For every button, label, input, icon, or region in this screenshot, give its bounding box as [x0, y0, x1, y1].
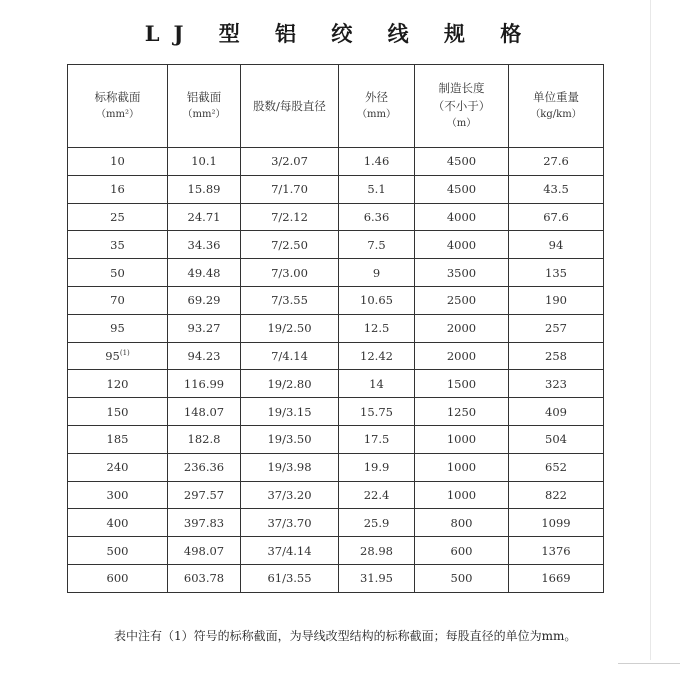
cell-weight-value: 257 [545, 321, 567, 336]
cell-weight [509, 286, 604, 314]
cell-al-section [168, 148, 241, 176]
cell-length [415, 342, 509, 370]
cell-nominal-value: 500 [106, 543, 129, 558]
cell-outer-diameter-value: 1.46 [363, 154, 390, 169]
cell-length [415, 425, 509, 453]
cell-strands-value: 37/4.14 [267, 543, 312, 558]
cell-al-section-value: 24.71 [187, 209, 221, 224]
table-row [68, 342, 604, 370]
cell-outer-diameter-value: 9 [372, 265, 381, 280]
cell-weight-value: 409 [545, 404, 567, 419]
cell-length [415, 370, 509, 398]
table-row [68, 231, 604, 259]
cell-weight-value: 258 [545, 348, 567, 363]
cell-weight-value: 323 [545, 376, 567, 391]
cell-strands-value: 7/2.50 [271, 237, 308, 252]
cell-outer-diameter [339, 564, 415, 592]
cell-nominal [68, 564, 168, 592]
cell-nominal-value: 95 [105, 348, 120, 363]
cell-weight [509, 370, 604, 398]
cell-length [415, 286, 509, 314]
cell-al-section [168, 453, 241, 481]
cell-length [415, 148, 509, 176]
cell-length [415, 398, 509, 426]
cell-nominal [68, 370, 168, 398]
cell-outer-diameter-value: 12.42 [360, 348, 393, 363]
cell-strands-value: 19/3.98 [267, 460, 312, 475]
cell-nominal [68, 425, 168, 453]
table-row [68, 425, 604, 453]
cell-al-section-value: 49.48 [187, 265, 221, 280]
cell-al-section-value: 116.99 [183, 376, 225, 391]
table-row [68, 453, 604, 481]
table-row [68, 314, 604, 342]
cell-length-value: 600 [450, 543, 473, 558]
page-corner-line [618, 663, 680, 664]
cell-weight [509, 453, 604, 481]
cell-weight [509, 509, 604, 537]
cell-outer-diameter [339, 342, 415, 370]
cell-outer-diameter-value: 17.5 [363, 432, 390, 447]
cell-strands-value: 19/2.50 [267, 321, 312, 336]
cell-nominal-value: 50 [110, 265, 125, 280]
cell-strands [241, 286, 339, 314]
cell-outer-diameter [339, 286, 415, 314]
cell-outer-diameter-value: 5.1 [367, 182, 386, 197]
cell-strands-value: 7/4.14 [271, 348, 308, 363]
header-label: 股数/每股直径 [253, 99, 326, 113]
cell-outer-diameter [339, 509, 415, 537]
cell-strands [241, 453, 339, 481]
cell-al-section-value: 10.1 [191, 154, 217, 169]
cell-length-value: 500 [450, 571, 473, 586]
table-header-row [68, 65, 604, 148]
cell-strands [241, 564, 339, 592]
cell-weight [509, 314, 604, 342]
cell-nominal [68, 537, 168, 565]
cell-weight-value: 27.6 [543, 154, 569, 169]
cell-outer-diameter [339, 175, 415, 203]
cell-length-value: 1250 [446, 404, 477, 419]
cell-nominal-value: 95 [110, 321, 125, 336]
cell-outer-diameter [339, 203, 415, 231]
cell-outer-diameter-value: 22.4 [363, 487, 390, 502]
spec-table [67, 64, 604, 593]
cell-strands [241, 509, 339, 537]
cell-weight-value: 1669 [541, 571, 571, 586]
cell-nominal [68, 481, 168, 509]
cell-length-value: 4500 [446, 182, 477, 197]
cell-length [415, 175, 509, 203]
cell-nominal [68, 203, 168, 231]
cell-strands [241, 370, 339, 398]
cell-nominal [68, 314, 168, 342]
cell-nominal-value: 400 [106, 515, 129, 530]
cell-nominal-value: 120 [106, 376, 129, 391]
cell-outer-diameter-value: 31.95 [360, 571, 393, 586]
header-label: 外径 [365, 90, 388, 104]
cell-strands [241, 314, 339, 342]
cell-outer-diameter [339, 231, 415, 259]
cell-al-section-value: 182.8 [187, 432, 221, 447]
cell-nominal-value: 240 [106, 460, 129, 475]
cell-nominal [68, 342, 168, 370]
cell-nominal [68, 509, 168, 537]
header-outer-diameter [339, 65, 415, 148]
cell-weight-value: 67.6 [543, 209, 569, 224]
header-sub: （不小于） [432, 99, 491, 113]
cell-weight-value: 1099 [541, 515, 571, 530]
header-unit: （kg/km） [530, 109, 582, 120]
cell-weight [509, 564, 604, 592]
cell-length-value: 4500 [446, 154, 477, 169]
cell-outer-diameter-value: 7.5 [367, 237, 386, 252]
page-edge-line [650, 0, 651, 660]
header-label: 标称截面 [94, 90, 141, 104]
cell-al-section [168, 425, 241, 453]
header-unit: （mm²） [182, 109, 226, 120]
footnote-mark: (1) [119, 349, 130, 358]
cell-al-section-value: 34.36 [187, 237, 221, 252]
cell-strands [241, 175, 339, 203]
cell-length [415, 203, 509, 231]
cell-weight-value: 190 [545, 293, 567, 308]
cell-weight-value: 94 [548, 237, 564, 252]
cell-length [415, 537, 509, 565]
table-row [68, 509, 604, 537]
cell-nominal-value: 10 [110, 154, 125, 169]
cell-outer-diameter-value: 28.98 [360, 543, 393, 558]
header-label: 铝截面 [186, 90, 222, 104]
cell-weight-value: 822 [545, 487, 567, 502]
cell-strands [241, 203, 339, 231]
footnote: 表中注有（1）符号的标称截面，为导线改型结构的标称截面；每股直径的单位为mm。 [114, 629, 577, 643]
cell-weight [509, 203, 604, 231]
cell-strands-value: 7/1.70 [271, 182, 308, 197]
cell-length-value: 1000 [446, 432, 477, 447]
cell-nominal [68, 231, 168, 259]
header-manufacturing-length [415, 65, 509, 148]
table-row [68, 398, 604, 426]
table-row [68, 203, 604, 231]
cell-al-section [168, 370, 241, 398]
header-label: 制造长度 [438, 81, 485, 95]
cell-al-section-value: 236.36 [183, 460, 225, 475]
cell-strands [241, 231, 339, 259]
cell-al-section [168, 398, 241, 426]
cell-al-section [168, 564, 241, 592]
cell-nominal-value: 150 [106, 404, 129, 419]
cell-al-section [168, 203, 241, 231]
cell-strands-value: 3/2.07 [271, 154, 308, 169]
header-nominal-section [68, 65, 168, 148]
cell-nominal-value: 25 [110, 209, 125, 224]
cell-al-section-value: 94.23 [187, 348, 221, 363]
cell-length-value: 800 [450, 515, 473, 530]
cell-length-value: 4000 [446, 209, 477, 224]
cell-weight-value: 652 [545, 460, 567, 475]
cell-outer-diameter [339, 537, 415, 565]
cell-nominal [68, 175, 168, 203]
table-row [68, 175, 604, 203]
cell-length-value: 1500 [446, 376, 477, 391]
cell-weight-value: 135 [545, 265, 567, 280]
cell-al-section [168, 481, 241, 509]
cell-outer-diameter [339, 314, 415, 342]
cell-outer-diameter [339, 259, 415, 287]
cell-al-section [168, 537, 241, 565]
cell-length [415, 453, 509, 481]
cell-length [415, 509, 509, 537]
table-row [68, 564, 604, 592]
cell-weight-value: 1376 [541, 543, 571, 558]
cell-nominal-value: 16 [110, 182, 125, 197]
cell-outer-diameter [339, 481, 415, 509]
cell-outer-diameter [339, 370, 415, 398]
cell-strands [241, 537, 339, 565]
cell-weight-value: 43.5 [543, 182, 569, 197]
cell-weight-value: 504 [545, 432, 567, 447]
cell-al-section-value: 93.27 [187, 321, 221, 336]
cell-al-section-value: 15.89 [187, 182, 221, 197]
cell-strands [241, 259, 339, 287]
cell-al-section [168, 286, 241, 314]
cell-strands [241, 148, 339, 176]
cell-al-section-value: 603.78 [183, 571, 225, 586]
cell-outer-diameter-value: 19.9 [363, 460, 390, 475]
cell-outer-diameter [339, 148, 415, 176]
cell-strands-value: 7/3.00 [271, 265, 308, 280]
header-unit: （mm²） [96, 109, 139, 120]
header-unit: （m） [446, 118, 477, 129]
cell-length-value: 2000 [446, 348, 477, 363]
cell-al-section-value: 397.83 [183, 515, 225, 530]
cell-strands-value: 37/3.20 [267, 487, 312, 502]
cell-length [415, 314, 509, 342]
cell-strands-value: 7/3.55 [271, 293, 308, 308]
cell-strands-value: 7/2.12 [271, 209, 308, 224]
table-row [68, 370, 604, 398]
cell-strands [241, 398, 339, 426]
cell-weight [509, 481, 604, 509]
cell-al-section [168, 314, 241, 342]
cell-outer-diameter-value: 15.75 [360, 404, 393, 419]
cell-length-value: 2500 [446, 293, 477, 308]
cell-strands-value: 19/2.80 [267, 376, 312, 391]
cell-al-section [168, 259, 241, 287]
cell-nominal-value: 300 [106, 487, 129, 502]
table-row [68, 481, 604, 509]
cell-nominal [68, 286, 168, 314]
cell-strands [241, 481, 339, 509]
cell-length-value: 2000 [446, 321, 477, 336]
cell-weight [509, 425, 604, 453]
cell-al-section [168, 231, 241, 259]
cell-strands-value: 19/3.15 [267, 404, 312, 419]
cell-nominal [68, 453, 168, 481]
cell-weight [509, 259, 604, 287]
table-row [68, 148, 604, 176]
cell-nominal-value: 185 [106, 432, 129, 447]
header-al-section [168, 65, 241, 148]
cell-strands-value: 61/3.55 [267, 571, 312, 586]
cell-al-section [168, 175, 241, 203]
cell-outer-diameter [339, 425, 415, 453]
cell-length-value: 3500 [446, 265, 477, 280]
header-unit-weight [509, 65, 604, 148]
cell-strands-value: 19/3.50 [267, 432, 312, 447]
cell-outer-diameter-value: 14 [369, 376, 384, 391]
cell-nominal [68, 148, 168, 176]
header-label: 单位重量 [533, 90, 579, 104]
cell-outer-diameter [339, 453, 415, 481]
cell-al-section-value: 69.29 [187, 293, 221, 308]
cell-length-value: 1000 [446, 487, 477, 502]
cell-strands-value: 37/3.70 [267, 515, 312, 530]
table-row [68, 537, 604, 565]
cell-al-section [168, 342, 241, 370]
header-strands [241, 65, 339, 148]
cell-length [415, 259, 509, 287]
cell-outer-diameter [339, 398, 415, 426]
cell-nominal-value: 70 [110, 293, 125, 308]
cell-outer-diameter-value: 10.65 [360, 293, 393, 308]
cell-outer-diameter-value: 25.9 [363, 515, 390, 530]
header-unit: （mm） [357, 109, 396, 120]
cell-al-section-value: 498.07 [183, 543, 225, 558]
cell-al-section [168, 509, 241, 537]
table-row [68, 259, 604, 287]
cell-nominal [68, 398, 168, 426]
page-title: LJ 型 铝 绞 线 规 格 [144, 21, 536, 46]
cell-nominal [68, 259, 168, 287]
cell-weight [509, 342, 604, 370]
cell-weight [509, 398, 604, 426]
cell-length-value: 4000 [446, 237, 477, 252]
cell-strands [241, 425, 339, 453]
cell-weight [509, 175, 604, 203]
cell-weight [509, 231, 604, 259]
cell-al-section-value: 297.57 [183, 487, 225, 502]
cell-length-value: 1000 [446, 460, 477, 475]
cell-weight [509, 537, 604, 565]
cell-outer-diameter-value: 12.5 [363, 321, 390, 336]
cell-length [415, 231, 509, 259]
cell-strands [241, 342, 339, 370]
cell-nominal-value: 600 [106, 571, 129, 586]
cell-nominal-value: 35 [110, 237, 125, 252]
cell-length [415, 564, 509, 592]
cell-outer-diameter-value: 6.36 [363, 209, 390, 224]
cell-weight [509, 148, 604, 176]
cell-al-section-value: 148.07 [183, 404, 225, 419]
table-row [68, 286, 604, 314]
cell-length [415, 481, 509, 509]
